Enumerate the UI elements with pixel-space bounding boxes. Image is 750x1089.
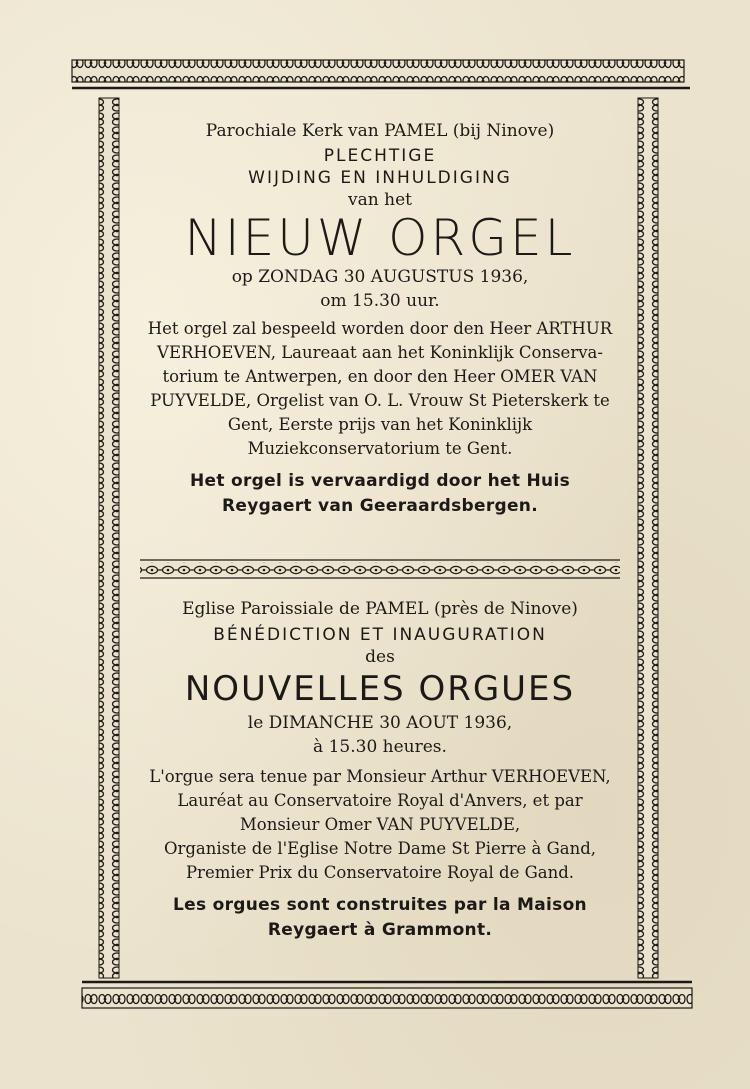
dutch-title-line1: PLECHTIGE (323, 146, 437, 166)
french-builder-text (125, 893, 635, 943)
french-time: à 15.30 heures. (313, 737, 447, 757)
french-builder-line: Les orgues sont construites par la Maison (173, 895, 587, 915)
dutch-builder-line: Het orgel is vervaardigd door het Huis (189, 471, 570, 491)
dutch-title-line3: van het (348, 190, 412, 210)
dutch-church-line: Parochiale Kerk van PAMEL (bij Ninove) (205, 121, 555, 141)
dutch-time: om 15.30 uur. (320, 291, 440, 311)
dutch-title-line2: WIJDING EN INHULDIGING (248, 168, 512, 188)
french-headline: NOUVELLES ORGUES (184, 669, 576, 709)
french-body-text (125, 765, 635, 885)
dutch-body-line: Het orgel zal bespeeld worden door den Heer ARTHUR (147, 319, 613, 338)
french-body-line: Premier Prix du Conservatoire Royal de Gand. (185, 863, 575, 882)
dutch-body-line: Muziekconservatorium te Gent. (247, 439, 513, 458)
french-church-line: Eglise Paroissiale de PAMEL (près de Ninove) (182, 599, 578, 619)
french-title-line1: BÉNÉDICTION ET INAUGURATION (213, 625, 547, 645)
french-body-line: Monsieur Omer VAN PUYVELDE, (239, 815, 521, 834)
dutch-body-line: VERHOEVEN, Laureaat aan het Koninklijk Conserva- (157, 343, 603, 362)
french-body-line: Organiste de l'Eglise Notre Dame St Pierre à Gand, (163, 839, 597, 858)
dutch-body-line: Gent, Eerste prijs van het Koninklijk (227, 415, 533, 434)
dutch-builder-line: Reygaert van Geeraardsbergen. (222, 496, 538, 516)
dutch-headline: NIEUW ORGEL (184, 209, 576, 267)
dutch-announcement (125, 120, 635, 519)
dutch-body-line: PUYVELDE, Orgelist van O. L. Vrouw St Pieterskerk te (150, 391, 610, 410)
dutch-builder-text (125, 469, 635, 519)
french-body-line: L'orgue sera tenue par Monsieur Arthur VERHOEVEN, (149, 767, 611, 786)
dutch-date: op ZONDAG 30 AUGUSTUS 1936, (231, 267, 529, 287)
french-date: le DIMANCHE 30 AOUT 1936, (247, 713, 513, 733)
french-builder-line: Reygaert à Grammont. (267, 920, 493, 940)
dutch-body-line: torium te Antwerpen, en door den Heer OMER VAN (162, 367, 598, 386)
dutch-body-text (125, 317, 635, 461)
french-announcement (125, 597, 635, 943)
french-title-line2: des (365, 647, 395, 667)
french-body-line: Lauréat au Conservatoire Royal d'Anvers, et par (177, 791, 583, 810)
